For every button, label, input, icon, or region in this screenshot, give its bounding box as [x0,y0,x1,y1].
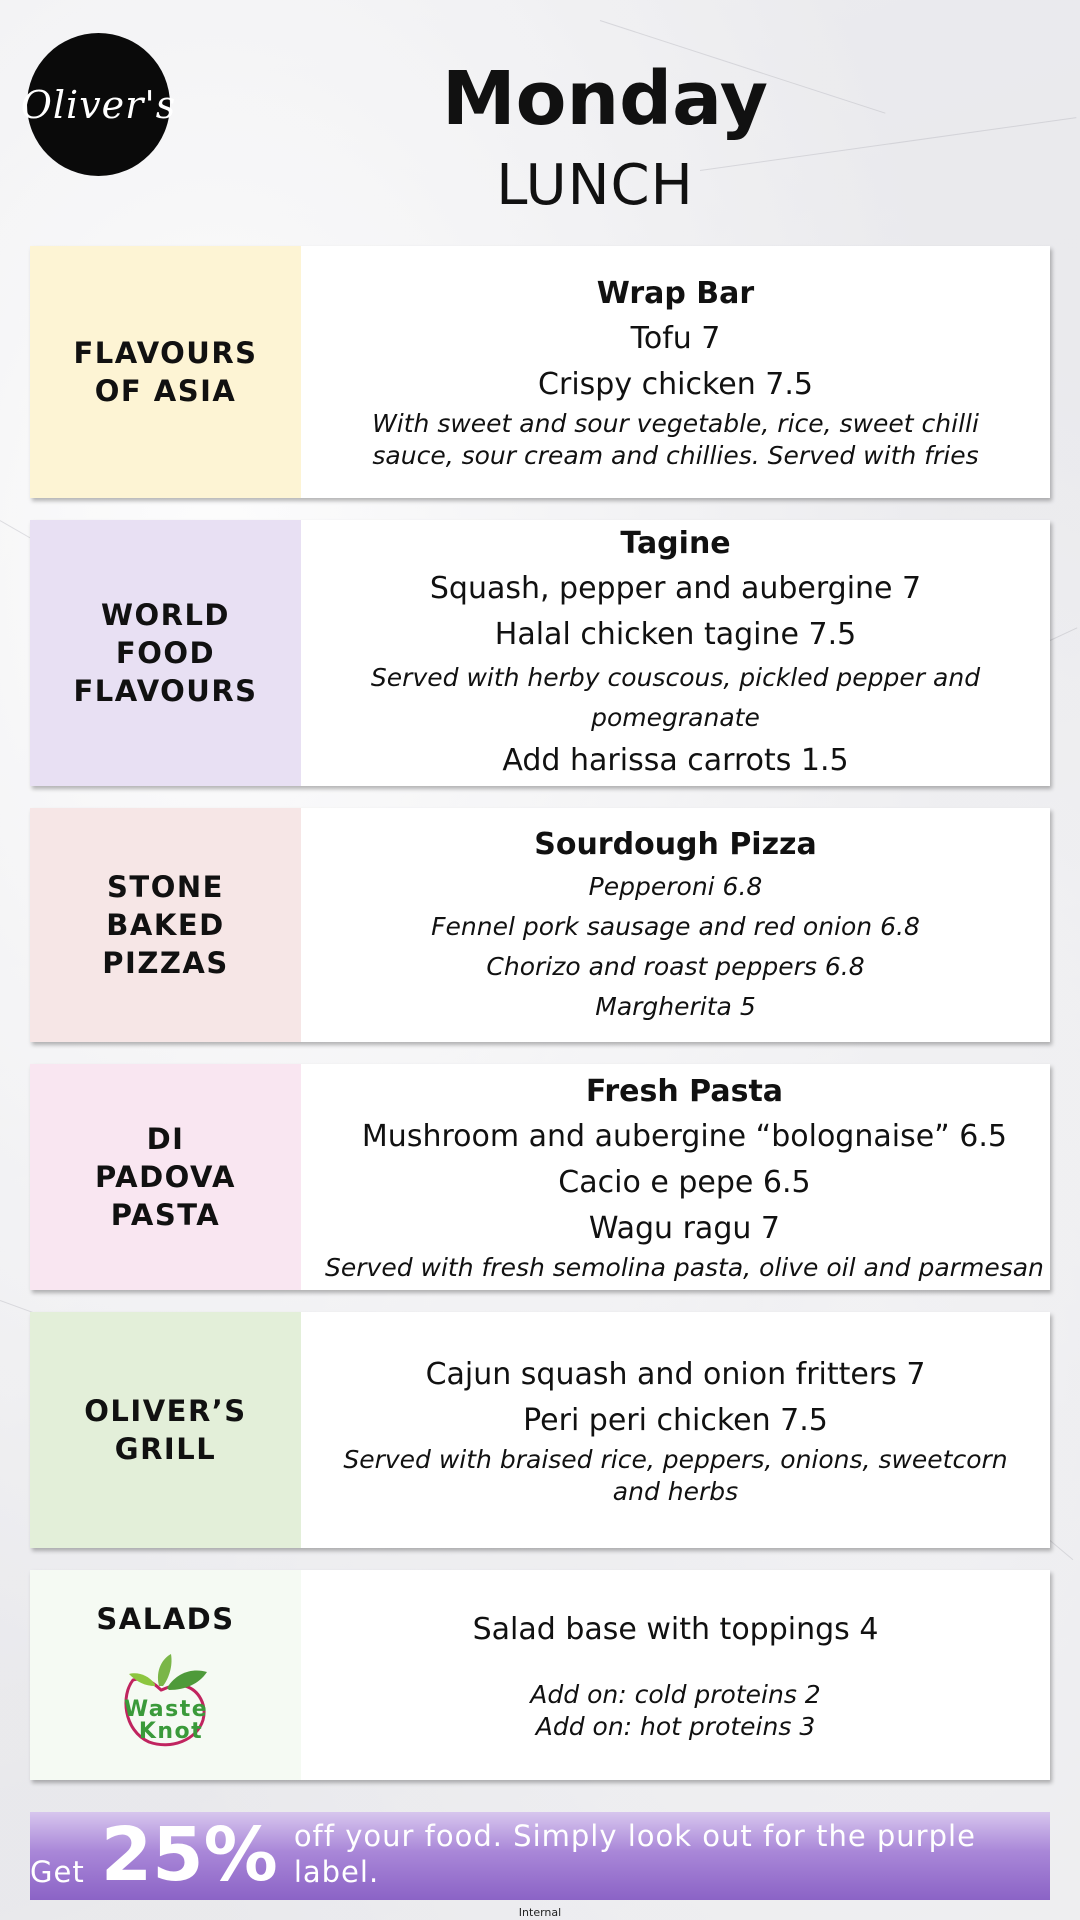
menu-day: Monday [441,56,769,142]
category-name: STONE BAKED PIZZAS [102,870,229,980]
section-note: Served with herby couscous, pickled pepper and pomegranate [370,663,981,732]
section-content [301,1570,1050,1780]
category-label [30,808,301,1042]
section-heading: Sourdough Pizza [534,827,817,862]
menu-section-flavours-of-asia [30,246,1050,498]
menu-item: Halal chicken tagine 7.5 [494,617,857,652]
section-note: Served with fresh semolina pasta, olive oil and parmesan [325,1253,1044,1282]
menu-item: Tofu 7 [630,321,721,356]
waste-knot-logo [111,1650,221,1750]
menu-item: Mushroom and aubergine “bolognaise” 6.5 [361,1119,1007,1154]
promo-suffix: off your food. Simply look out for the purple label. [293,1819,976,1889]
menu-section-stone-baked-pizzas [30,808,1050,1042]
section-heading: Wrap Bar [596,276,755,311]
section-content [301,520,1050,786]
section-heading: Tagine [620,526,731,561]
menu-item: Crispy chicken 7.5 [538,367,813,402]
section-content [301,1312,1050,1548]
menu-section-salads [30,1570,1050,1780]
category-name: OLIVER’S GRILL [84,1394,247,1466]
menu-meal: LUNCH [496,153,694,218]
menu-item: Fennel pork sausage and red onion 6.8 [431,912,920,941]
category-label [30,246,301,498]
category-name: WORLD FOOD FLAVOURS [73,598,258,708]
section-content [301,246,1050,498]
classification-label: Internal [518,1906,562,1919]
section-heading: Fresh Pasta [585,1074,784,1109]
logo-text: Oliver's [20,82,177,127]
category-name: SALADS [96,1602,235,1636]
marble-vein [1050,627,1078,641]
menu-section-olivers-grill [30,1312,1050,1548]
section-content [301,808,1050,1042]
section-content [301,1064,1068,1290]
category-label [30,1312,301,1548]
menu-item: Squash, pepper and aubergine 7 [429,571,922,606]
svg-text:Waste: Waste [123,1697,208,1722]
marble-vein [1050,1540,1074,1560]
menu-item: Pepperoni 6.8 [588,872,763,901]
addon-item: Add on: cold proteins 2 [530,1680,821,1709]
menu-item: Peri peri chicken 7.5 [523,1403,828,1438]
menu-item: Salad base with toppings 4 [472,1612,879,1647]
section-note: Served with braised rice, peppers, onions, sweetcorn and herbs [343,1445,1008,1506]
addon-item: Add on: hot proteins 3 [535,1712,816,1741]
menu-item-extra: Add harissa carrots 1.5 [502,743,849,778]
promo-highlight: 25% [100,1812,278,1898]
svg-text:Knot: Knot [138,1719,203,1744]
menu-section-world-food-flavours [30,520,1050,786]
menu-item: Wagu ragu 7 [588,1211,780,1246]
menu-section-di-padova-pasta [30,1064,1050,1290]
section-note: With sweet and sour vegetable, rice, sweet chilli sauce, sour cream and chillies. Served with fries [372,409,979,470]
discount-banner [30,1812,1050,1900]
menu-item: Chorizo and roast peppers 6.8 [486,952,865,981]
category-label [30,1064,301,1290]
category-name: FLAVOURS OF ASIA [73,336,258,408]
menu-item: Cajun squash and onion fritters 7 [425,1357,926,1392]
menu-item: Cacio e pepe 6.5 [558,1165,811,1200]
category-label [30,1570,301,1780]
category-label [30,520,301,786]
menu-item: Margherita 5 [595,992,756,1021]
promo-prefix: Get [30,1855,85,1889]
category-name: DI PADOVA PASTA [95,1122,236,1232]
